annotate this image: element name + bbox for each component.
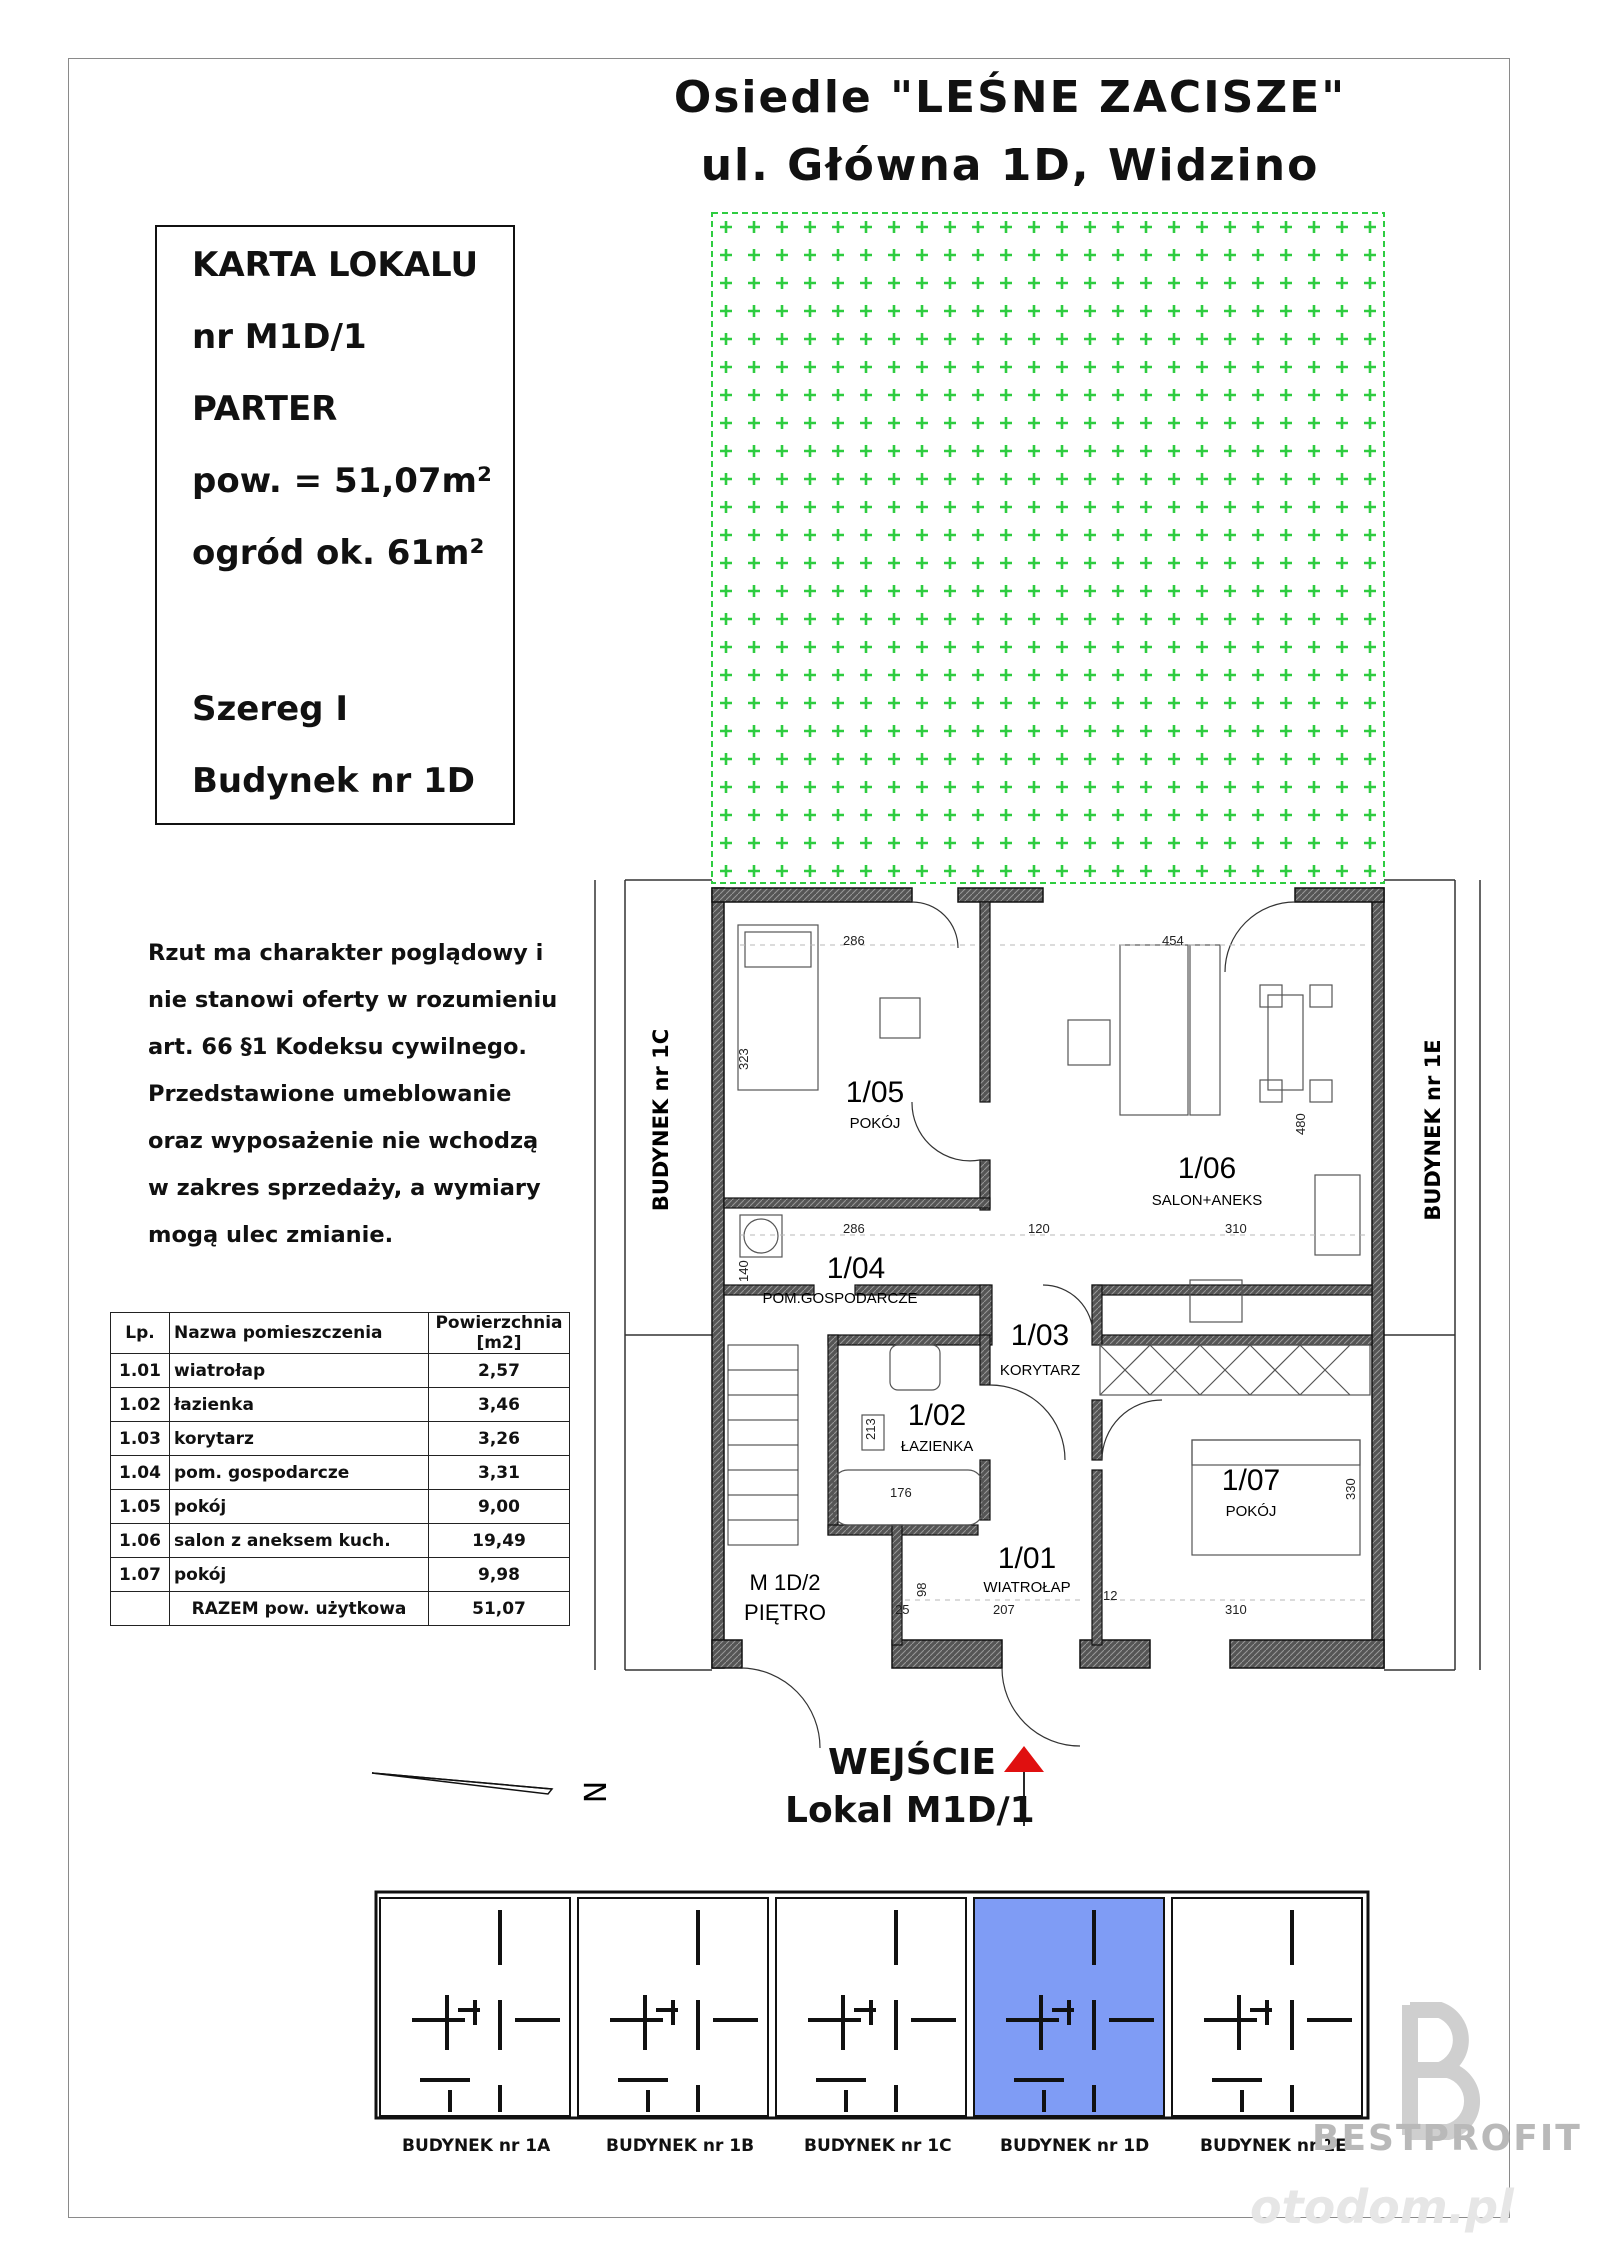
room-number-102: 1/02 — [907, 1399, 967, 1432]
dim-label: 310 — [1225, 1602, 1247, 1617]
dim-label: 330 — [1343, 1478, 1358, 1500]
disclaimer-line: mogą ulec zmianie. — [148, 1222, 394, 1248]
cell-lp: 1.01 — [111, 1354, 170, 1388]
room-number-107: 1/07 — [1221, 1464, 1281, 1497]
room-number-104: 1/04 — [826, 1252, 886, 1285]
cell-area: 9,98 — [429, 1558, 570, 1592]
cell-lp: 1.05 — [111, 1490, 170, 1524]
card-garden: ogród ok. 61m² — [192, 533, 485, 573]
cell-lp: 1.06 — [111, 1524, 170, 1558]
room-number-103: 1/03 — [1010, 1319, 1070, 1352]
dim-label: 286 — [843, 933, 865, 948]
cell-area: 3,31 — [429, 1456, 570, 1490]
cell-area: 19,49 — [429, 1524, 570, 1558]
building-label-1c: BUDYNEK nr 1C — [804, 2136, 952, 2156]
staircase — [728, 1345, 798, 1545]
cell-name: pokój — [170, 1490, 429, 1524]
cell-area: 9,00 — [429, 1490, 570, 1524]
dim-label: 207 — [993, 1602, 1015, 1617]
col-header-name: Nazwa pomieszczenia — [170, 1313, 429, 1354]
cell-name: pokój — [170, 1558, 429, 1592]
entrance-unit-label: Lokal M1D/1 — [785, 1790, 1035, 1831]
brand-name: BESTPROFIT — [1312, 2118, 1582, 2159]
dim-label: 454 — [1162, 933, 1184, 948]
card-area: pow. = 51,07m² — [192, 461, 492, 501]
disclaimer-line: w zakres sprzedaży, a wymiary — [148, 1175, 541, 1201]
dim-label: 98 — [914, 1582, 929, 1597]
upper-unit-label: M 1D/2 — [749, 1570, 821, 1595]
building-label-1d: BUDYNEK nr 1D — [1000, 2136, 1150, 2156]
building-label-1e: BUDYNEK nr 1E — [1200, 2136, 1347, 2156]
disclaimer-line: oraz wyposażenie nie wchodzą — [148, 1128, 539, 1154]
bestprofit-logo-icon — [1410, 2005, 1472, 2135]
cell-total-value: 51,07 — [429, 1592, 570, 1626]
card-building: Budynek nr 1D — [192, 761, 476, 801]
room-name-105: POKÓJ — [849, 1115, 901, 1132]
cell-total-label: RAZEM pow. użytkowa — [170, 1592, 429, 1626]
cell-lp: 1.02 — [111, 1388, 170, 1422]
title-estate: Osiedle "LEŚNE ZACISZE" — [673, 72, 1347, 123]
room-name-101: WIATROŁAP — [983, 1579, 1071, 1596]
card-title: KARTA LOKALU — [192, 245, 479, 285]
building-label-1b: BUDYNEK nr 1B — [606, 2136, 755, 2156]
room-name-102: ŁAZIENKA — [900, 1438, 974, 1455]
cell-name: korytarz — [170, 1422, 429, 1456]
title-address: ul. Główna 1D, Widzino — [700, 140, 1320, 191]
dim-label: 286 — [843, 1221, 865, 1236]
room-number-101: 1/01 — [997, 1542, 1057, 1575]
dim-label: 140 — [736, 1260, 751, 1282]
dim-label: 25 — [895, 1602, 910, 1617]
disclaimer-line: nie stanowi oferty w rozumieniu — [148, 987, 558, 1013]
col-header-lp: Lp. — [111, 1313, 170, 1354]
neighbor-building-right — [1384, 880, 1480, 1670]
cell-area: 2,57 — [429, 1354, 570, 1388]
interior-walls — [724, 902, 1372, 1645]
dim-label: 480 — [1293, 1113, 1308, 1135]
neighbor-label-right: BUDYNEK nr 1E — [1421, 1039, 1445, 1221]
site-plan — [376, 1892, 1368, 2118]
cell-area: 3,26 — [429, 1422, 570, 1456]
room-name-107: POKÓJ — [1225, 1503, 1277, 1520]
room-name-106: SALON+ANEKS — [1151, 1192, 1263, 1209]
north-arrow — [372, 1773, 552, 1794]
cell-lp: 1.03 — [111, 1422, 170, 1456]
cell-area: 3,46 — [429, 1388, 570, 1422]
card-floor: PARTER — [192, 389, 338, 429]
col-header-area-line1: Powierzchnia — [435, 1313, 563, 1333]
dim-label: 213 — [863, 1418, 878, 1440]
cell-name: wiatrołap — [170, 1354, 429, 1388]
cell-name: salon z aneksem kuch. — [170, 1524, 429, 1558]
cell-name: łazienka — [170, 1388, 429, 1422]
room-name-104: POM.GOSPODARCZE — [762, 1290, 918, 1307]
compass-n-label: N — [579, 1780, 614, 1804]
neighbor-label-left: BUDYNEK nr 1C — [649, 1028, 673, 1212]
watermark: otodom.pl — [1250, 2180, 1514, 2234]
card-row: Szereg I — [192, 689, 348, 729]
upper-unit-floor: PIĘTRO — [744, 1600, 826, 1625]
garden-area — [712, 213, 1384, 883]
disclaimer-line: Rzut ma charakter poglądowy i — [148, 940, 544, 966]
room-number-106: 1/06 — [1177, 1152, 1237, 1185]
dim-label: 12 — [1103, 1588, 1118, 1603]
dim-label: 323 — [736, 1048, 751, 1070]
disclaimer-line: Przedstawione umeblowanie — [148, 1081, 512, 1107]
col-header-area-line2: [m2] — [476, 1333, 522, 1353]
entrance-label: WEJŚCIE — [828, 1742, 997, 1783]
dim-label: 120 — [1028, 1221, 1050, 1236]
cell-lp: 1.04 — [111, 1456, 170, 1490]
cell-lp: 1.07 — [111, 1558, 170, 1592]
room-name-103: KORYTARZ — [999, 1362, 1081, 1379]
cell-name: pom. gospodarcze — [170, 1456, 429, 1490]
neighbor-building-left — [595, 880, 712, 1670]
disclaimer-line: art. 66 §1 Kodeksu cywilnego. — [148, 1034, 527, 1060]
dim-label: 310 — [1225, 1221, 1247, 1236]
dim-label: 176 — [890, 1485, 912, 1500]
card-unit-number: nr M1D/1 — [192, 317, 367, 357]
room-number-105: 1/05 — [845, 1076, 905, 1109]
building-label-1a: BUDYNEK nr 1A — [402, 2136, 551, 2156]
